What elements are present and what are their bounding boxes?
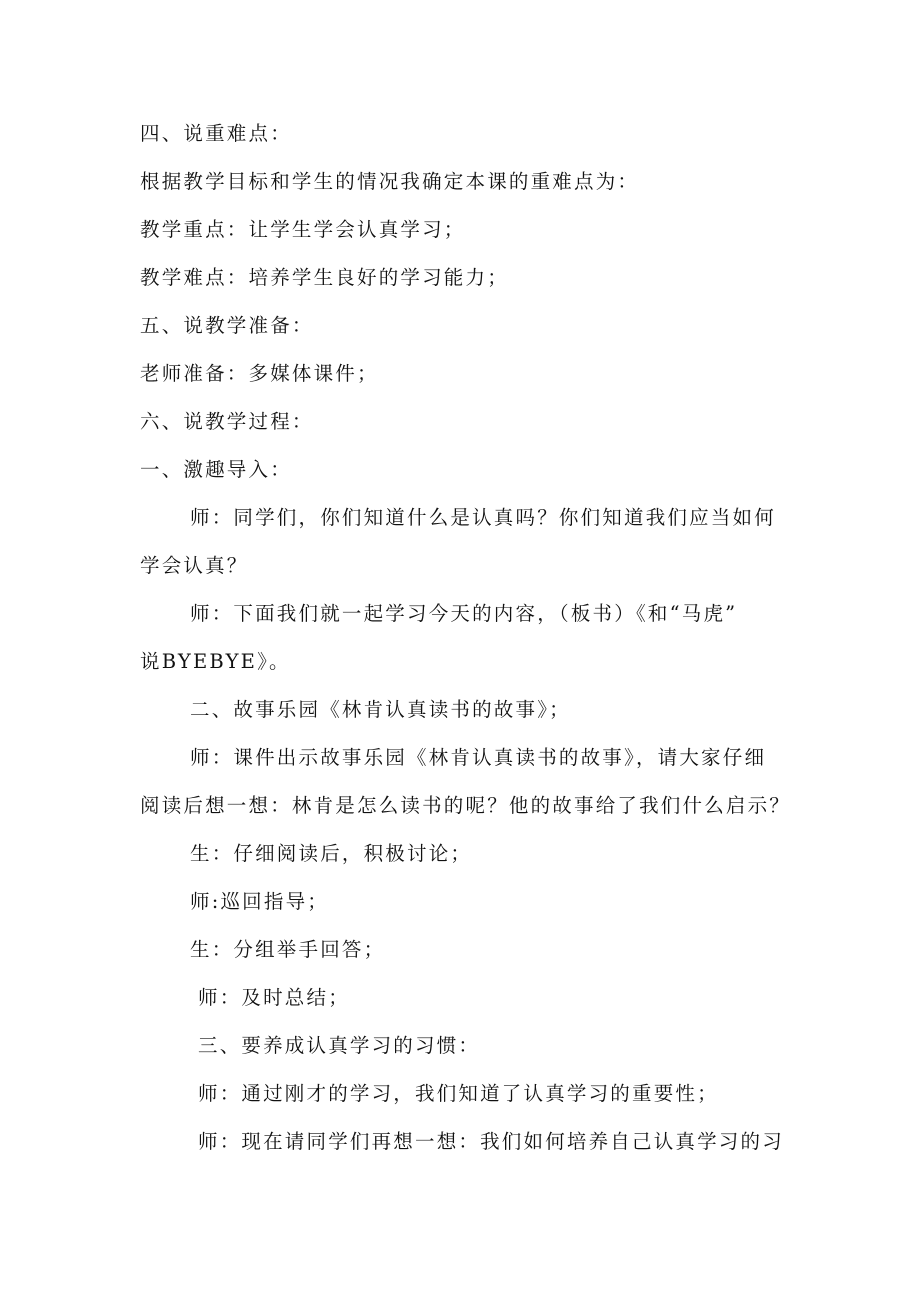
heading-process: 六、说教学过程： bbox=[140, 410, 314, 433]
paragraph-line: 师：通过刚才的学习，我们知道了认真学习的重要性； bbox=[198, 1082, 719, 1105]
paragraph-line: 师：现在请同学们再想一想：我们如何培养自己认真学习的习 bbox=[198, 1130, 784, 1153]
paragraph-line: 师：下面我们就一起学习今天的内容，（板书）《和“马虎” bbox=[190, 602, 738, 625]
paragraph-line: 师：同学们，你们知道什么是认真吗？你们知道我们应当如何 bbox=[190, 506, 776, 529]
paragraph-line: 说BYEBYE》。 bbox=[140, 650, 291, 673]
heading-difficulties: 四、说重难点： bbox=[140, 122, 292, 145]
paragraph-line: 根据教学目标和学生的情况我确定本课的重难点为： bbox=[140, 170, 640, 193]
paragraph-line: 师：课件出示故事乐园《林肯认真读书的故事》，请大家仔细 bbox=[190, 746, 767, 769]
paragraph-line: 师:巡回指导； bbox=[190, 890, 329, 913]
heading-intro: 一、激趣导入： bbox=[140, 458, 292, 481]
paragraph-line: 生：分组举手回答； bbox=[190, 938, 386, 961]
paragraph-line: 教学重点：让学生学会认真学习； bbox=[140, 218, 466, 241]
paragraph-line: 教学难点：培养学生良好的学习能力； bbox=[140, 266, 509, 289]
paragraph-line: 老师准备：多媒体课件； bbox=[140, 362, 379, 385]
heading-story: 二、故事乐园《林肯认真读书的故事》； bbox=[190, 698, 571, 721]
paragraph-line: 生：仔细阅读后，积极讨论； bbox=[190, 842, 473, 865]
heading-habits: 三、要养成认真学习的习惯： bbox=[198, 1034, 481, 1057]
paragraph-line: 师：及时总结； bbox=[198, 986, 350, 1009]
paragraph-line: 学会认真？ bbox=[140, 554, 249, 577]
paragraph-line: 阅读后想一想：林肯是怎么读书的呢？他的故事给了我们什么启示？ bbox=[140, 794, 792, 817]
heading-preparation: 五、说教学准备： bbox=[140, 314, 314, 337]
